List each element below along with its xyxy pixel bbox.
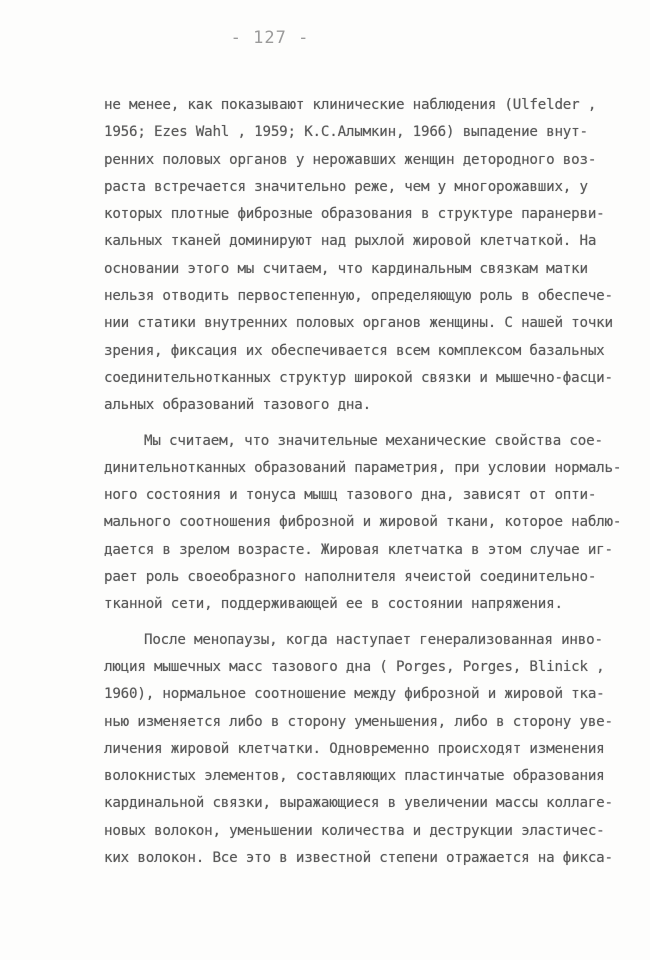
paragraph (104, 428, 622, 619)
paragraph (104, 627, 613, 873)
text-line: соединительнотканных структур широкой связки и мышечно-фасци- (104, 369, 613, 386)
text-line: Мы считаем, что значительные механические свойства сое- (144, 432, 603, 449)
text-line: ного состояния и тонуса мышц тазового дна, зависят от опти- (104, 487, 597, 504)
text-line: нельзя отводить первостепенную, определяющую роль в обеспече- (104, 288, 613, 305)
text-line: нии статики внутренних половых органов женщины. С нашей точки (104, 315, 613, 332)
text-line: тканной сети, поддерживающей ее в состоянии напряжения. (104, 596, 563, 613)
text-line: люция мышечных масс тазового дна ( Porges, Porges, Blinick , (104, 658, 605, 675)
text-line: которых плотные фиброзные образования в структуре паранерви- (104, 206, 605, 223)
text-line: альных образований тазового дна. (104, 397, 371, 414)
text-line: новых волокон, уменьшении количества и деструкции эластичес- (104, 822, 605, 839)
text-line: кардинальной связки, выражающиеся в увеличении массы коллаге- (104, 795, 613, 812)
text-line: рает роль своеобразного наполнителя ячеистой соединительно- (104, 569, 597, 586)
text-line: мального соотношения фиброзной и жировой ткани, которое наблю- (104, 514, 622, 531)
text-line: ких волокон. Все это в известной степени отражается на фикса- (104, 850, 613, 867)
text-line: После менопаузы, когда наступает генерализованная инво- (144, 631, 603, 648)
text-line: ренних половых органов у нерожавших женщин детородного воз- (104, 151, 597, 168)
text-line: кальных тканей доминируют над рыхлой жировой клетчаткой. На (104, 233, 597, 250)
text-line: основании этого мы считаем, что кардинальным связкам матки (104, 260, 588, 277)
paragraph-gap (104, 619, 604, 627)
text-line: личения жировой клетчатки. Одновременно происходят изменения (104, 740, 605, 757)
text-line: 1956; Ezes Wahl , 1959; К.С.Алымкин, 1966) выпадение внут- (104, 124, 588, 141)
text-line: 1960), нормальное соотношение между фиброзной и жировой тка- (104, 686, 605, 703)
text-line: динительнотканных образований параметрия, при условии нормаль- (104, 459, 622, 476)
text-line: не менее, как показывают клинические наблюдения (Ulfelder , (104, 97, 597, 113)
text-line: волокнистых элементов, составляющих пластинчатые образования (104, 768, 605, 785)
text-line: раста встречается значительно реже, чем у многорожавших, у (104, 178, 588, 195)
paragraph-gap (104, 420, 604, 428)
text-line: зрения, фиксация их обеспечивается всем комплексом базальных (104, 342, 605, 359)
text-line: дается в зрелом возрасте. Жировая клетчатка в этом случае иг- (104, 541, 613, 558)
paragraph (104, 92, 613, 420)
page-number: - 127 - (230, 28, 310, 48)
body-text (104, 92, 622, 872)
text-line: нью изменяется либо в сторону уменьшения, либо в сторону уве- (104, 713, 613, 730)
